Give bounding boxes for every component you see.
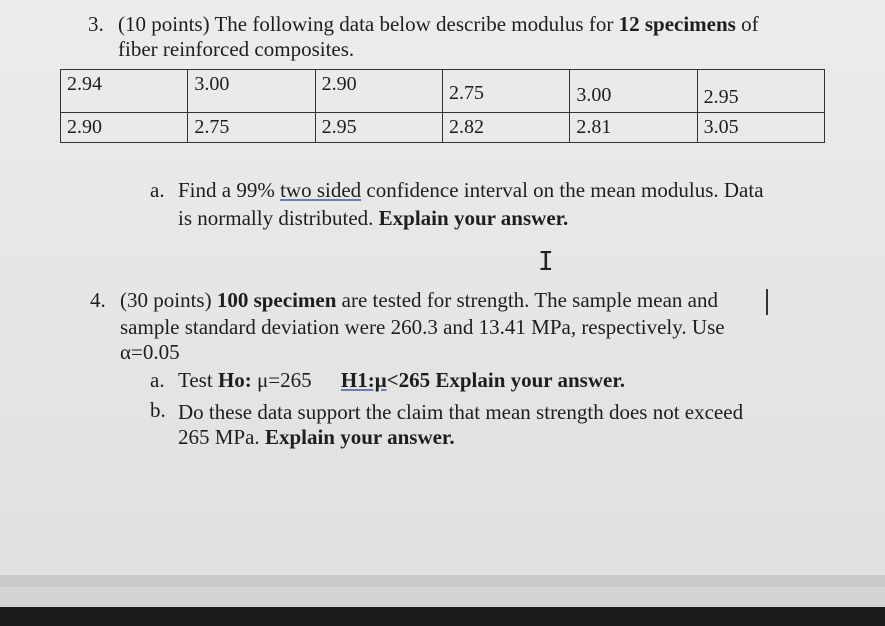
alt-hypothesis-value: <265 Explain your answer. — [386, 368, 625, 392]
question-3-points: (10 points) The following data below describe modulus for — [118, 12, 619, 36]
question-3a-line-1 — [178, 178, 764, 202]
question-3a-label: a. — [150, 178, 165, 202]
table-cell: 3.00 — [188, 70, 315, 113]
text-caret — [766, 289, 768, 315]
table-cell: 2.90 — [315, 70, 442, 113]
question-4-text: are tested for strength. The sample mean and — [336, 288, 718, 312]
question-3a-text-cont: confidence interval on the mean modulus. Data — [361, 178, 764, 202]
question-3-line-1 — [118, 12, 759, 36]
question-4a-label: a. — [150, 368, 165, 392]
table-row — [61, 113, 825, 143]
two-sided-underlined: two sided — [280, 178, 362, 202]
question-3-line-2: fiber reinforced composites. — [118, 37, 355, 61]
table-cell: 2.75 — [442, 70, 569, 113]
question-3a-text: Find a 99% — [178, 178, 281, 202]
table-cell: 3.00 — [570, 70, 697, 113]
question-4-number: 4. — [90, 288, 106, 312]
question-4-specimen: 100 specimen — [216, 288, 337, 312]
question-4b-label: b. — [150, 398, 166, 422]
explain-your-answer: Explain your answer. — [378, 206, 569, 230]
test-label: Test — [178, 368, 218, 392]
explain-your-answer-2: Explain your answer. — [264, 425, 455, 449]
alt-hypothesis-label: H1:μ — [340, 368, 387, 392]
desk-strip — [0, 575, 885, 587]
question-4a-line — [178, 368, 625, 392]
question-4b-line-2 — [178, 425, 455, 449]
question-4-line-1 — [120, 288, 718, 312]
question-4-points: (30 points) — [120, 288, 217, 312]
table-cell: 2.95 — [697, 70, 824, 113]
question-3-specimens: 12 specimens — [618, 12, 736, 36]
question-4b-text: 265 MPa. — [178, 425, 265, 449]
question-4b-line-1: Do these data support the claim that mean strength does not exceed — [178, 400, 744, 424]
question-4-line-2: sample standard deviation were 260.3 and 13.41 MPa, respectively. Use — [120, 315, 725, 339]
table-cell: 2.75 — [188, 113, 315, 143]
monitor-bezel — [0, 607, 885, 626]
text-cursor-icon: I — [538, 247, 554, 277]
table-row — [61, 70, 825, 113]
null-hypothesis-label: Ho: — [217, 368, 252, 392]
table-cell: 2.90 — [61, 113, 188, 143]
desk-strip-lower — [0, 587, 885, 607]
table-cell: 3.05 — [697, 113, 824, 143]
null-hypothesis-value: μ=265 — [251, 368, 312, 392]
table-cell: 2.81 — [570, 113, 697, 143]
table-cell: 2.82 — [442, 113, 569, 143]
question-3-of: of — [735, 12, 759, 36]
table-cell: 2.95 — [315, 113, 442, 143]
question-4-line-3: α=0.05 — [120, 340, 180, 364]
modulus-data-table — [60, 69, 825, 143]
question-3a-line-2 — [178, 206, 568, 230]
question-3a-text-2: is normally distributed. — [178, 206, 379, 230]
table-cell: 2.94 — [61, 70, 188, 113]
question-3-number: 3. — [88, 12, 104, 36]
